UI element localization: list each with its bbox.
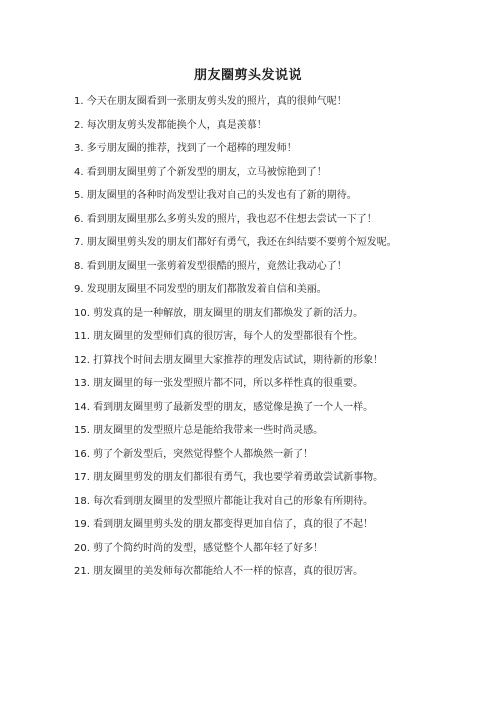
list-item: 7. 朋友圈里剪头发的朋友们都好有勇气，我还在纠结要不要剪个短发呢。 [74, 237, 397, 248]
list-item: 4. 看到朋友圈里剪了个新发型的朋友，立马被惊艳到了！ [74, 166, 327, 178]
list-item: 20. 剪了个简约时尚的发型，感觉整个人都年轻了好多！ [74, 542, 324, 554]
list-item: 6. 看到朋友圈里那么多剪头发的照片，我也忍不住想去尝试一下了！ [74, 213, 377, 225]
list-item: 11. 朋友圈里的发型师们真的很厉害，每个人的发型都很有个性。 [74, 331, 364, 342]
list-item: 18. 每次看到朋友圈里的发型照片都能让我对自己的形象有所期待。 [74, 495, 374, 507]
list-item: 8. 看到朋友圈里一张剪着发型很酷的照片，竟然让我动心了！ [74, 260, 347, 272]
list-item: 13. 朋友圈里的每一张发型照片都不同，所以多样性真的很重要。 [74, 378, 364, 389]
list-item: 10. 剪发真的是一种解放，朋友圈里的朋友们都焕发了新的活力。 [74, 307, 364, 319]
list-item: 3. 多亏朋友圈的推荐，找到了一个超棒的理发师！ [74, 143, 297, 154]
list-item: 2. 每次朋友剪头发都能换个人，真是羡慕！ [74, 119, 267, 131]
list-item: 16. 剪了个新发型后，突然觉得整个人都焕然一新了！ [74, 448, 314, 460]
item-list [74, 90, 474, 584]
list-item: 15. 朋友圈里的发型照片总是能给我带来一些时尚灵感。 [74, 425, 324, 436]
list-item: 12. 打算找个时间去朋友圈里大家推荐的理发店试试，期待新的形象！ [74, 354, 384, 366]
list-item: 1. 今天在朋友圈看到一张朋友剪头发的照片，真的很帅气呢！ [74, 96, 347, 107]
list-item: 19. 看到朋友圈里剪头发的朋友都变得更加自信了，真的很了不起！ [74, 519, 374, 530]
list-item: 17. 朋友圈里剪发的朋友们都很有勇气，我也要学着勇敢尝试新事物。 [74, 472, 384, 483]
list-item: 14. 看到朋友圈里剪了最新发型的朋友，感觉像是换了一个人一样。 [74, 401, 374, 413]
list-item: 9. 发现朋友圈里不同发型的朋友们都散发着自信和美丽。 [74, 284, 327, 295]
document-title: 朋友圈剪头发说说 [193, 68, 302, 83]
list-item: 21. 朋友圈里的美发师每次都能给人不一样的惊喜，真的很厉害。 [74, 566, 364, 577]
list-item: 5. 朋友圈里的各种时尚发型让我对自己的头发也有了新的期待。 [74, 190, 357, 201]
